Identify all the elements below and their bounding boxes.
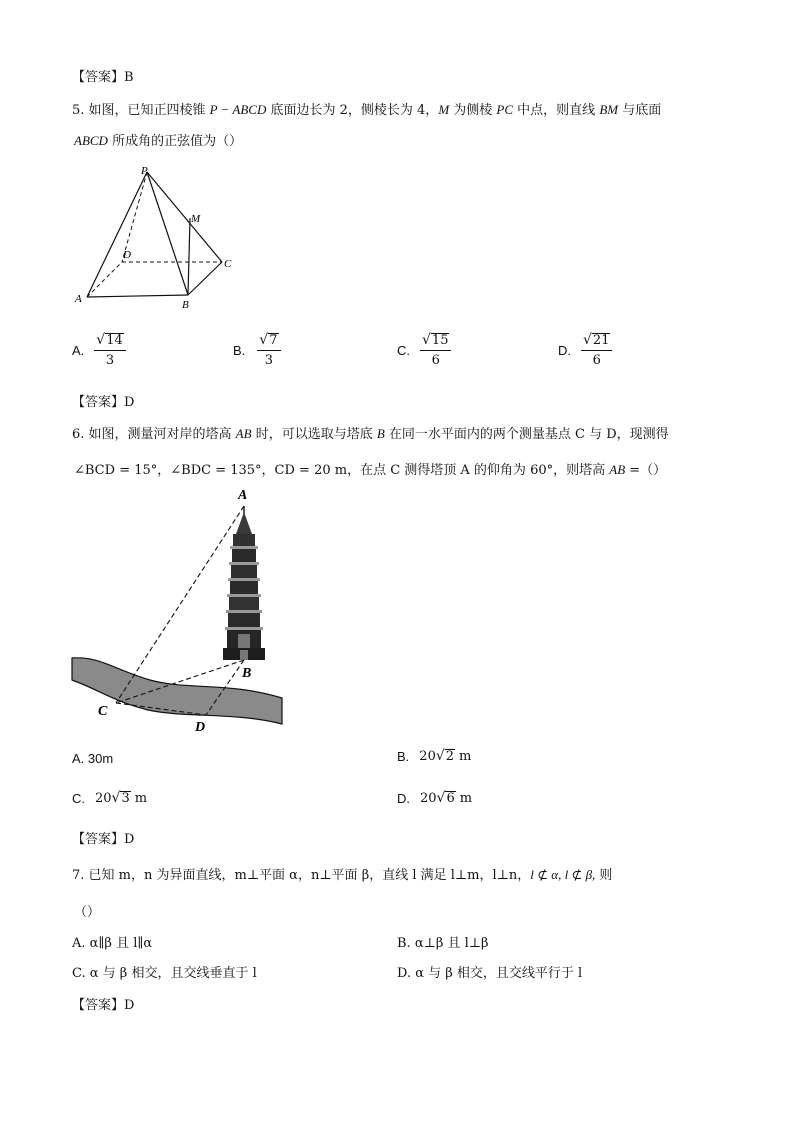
q6-point-b: B — [376, 426, 385, 441]
q5-text: 5. 如图，已知正四棱锥 — [72, 103, 210, 118]
q6-text: ∠BCD = 15°，∠BDC = 135°，CD = 20 m，在点 C 测得塔顶 A 的仰角为 60°，则塔高 — [74, 463, 610, 478]
q7-answer-value: D — [124, 998, 135, 1013]
q6-stem-line1 — [72, 423, 669, 442]
q5-text: 所成角的正弦值为（） — [107, 134, 243, 149]
answer-tag: 【答案】 — [72, 395, 125, 410]
label-a: A — [238, 488, 248, 503]
q7-answer-line — [72, 994, 134, 1013]
radicand: 3 — [121, 791, 130, 806]
option-label: B. — [397, 749, 410, 765]
q7-text: 则 — [595, 868, 613, 883]
q6-answer-line — [72, 828, 134, 847]
option-label: A. — [72, 342, 85, 358]
q7-paren: （） — [74, 905, 101, 920]
q5-option-c — [397, 333, 451, 367]
q4-answer-value: B — [124, 70, 134, 85]
q6-tower-ab: AB — [609, 462, 626, 477]
numerator: 21 — [592, 333, 610, 348]
edge-pc — [147, 172, 222, 262]
edge-bc — [188, 262, 222, 295]
q6-text: =（） — [625, 463, 667, 478]
q5-line-bm: BM — [599, 102, 619, 117]
radicand: 2 — [445, 749, 455, 764]
q5-point-m: M — [438, 102, 450, 117]
label-p: P — [141, 165, 148, 177]
option-label: D. — [397, 791, 410, 807]
denominator: 6 — [431, 353, 440, 369]
denominator: 3 — [105, 353, 115, 369]
line-ca — [116, 506, 244, 703]
q5-answer-line — [72, 391, 134, 410]
edge-ad — [87, 262, 122, 297]
unit: m — [134, 791, 148, 807]
edge-ab — [87, 295, 188, 297]
q5-answer-value: D — [124, 395, 135, 410]
q6-option-a: A. 30m — [72, 751, 114, 766]
edge-pb — [147, 172, 188, 295]
coefficient: 20 — [419, 749, 436, 765]
q5-text: 与底面 — [618, 103, 662, 118]
q5-text: 为侧棱 — [449, 103, 497, 118]
label-m: M — [191, 213, 201, 225]
q7-option-d: D. α 与 β 相交，且交线平行于 l — [397, 966, 583, 981]
q7-text: 7. 已知 m，n 为异面直线，m⊥平面 α，n⊥平面 β，直线 l 满足 l⊥m，l⊥n， — [72, 868, 531, 883]
label-d: D — [195, 720, 206, 735]
option-label: C. — [397, 342, 410, 358]
unit: m — [459, 791, 473, 807]
option-label: C. — [72, 791, 85, 807]
q6-option-c: C. 20 √ 3 m — [72, 790, 148, 807]
q6-option-d: D. 20 √ 6 m — [397, 790, 473, 807]
label-c: C — [98, 704, 108, 719]
q6-tower-ab: AB — [235, 426, 252, 441]
q5-option-c-fraction: √ 15 6 — [420, 333, 451, 367]
answer-tag: 【答案】 — [72, 70, 125, 85]
numerator: 14 — [106, 333, 123, 348]
q5-option-a — [72, 333, 126, 367]
q5-pyramid-figure — [70, 160, 250, 315]
q7-option-c: C. α 与 β 相交，且交线垂直于 l — [72, 966, 257, 981]
segment-bm — [188, 218, 190, 295]
q6-answer-value: D — [124, 832, 135, 847]
option-label: B. — [233, 342, 246, 358]
q5-option-b-fraction: √ 7 3 — [257, 333, 280, 367]
label-b: B — [182, 299, 189, 311]
q6-stem-line2 — [74, 459, 666, 478]
q6-text: 6. 如图，测量河对岸的塔高 — [72, 427, 236, 442]
q5-edge-pc: PC — [496, 102, 514, 117]
radicand: 6 — [446, 791, 455, 806]
coefficient: 20 — [420, 791, 437, 807]
q6-text: 时，可以选取与塔底 — [251, 427, 377, 442]
q5-text: 中点，则直线 — [513, 103, 600, 118]
q6-tower-figure — [70, 484, 285, 739]
q5-option-d — [558, 333, 612, 367]
q7-option-a: A. α∥β 且 l∥α — [72, 936, 153, 951]
q7-option-b: B. α⊥β 且 l⊥β — [397, 936, 489, 951]
q4-answer-line — [72, 66, 134, 85]
q5-option-a-fraction: √ 14 3 — [94, 333, 125, 367]
q5-text: 底面边长为 2，侧棱长为 4， — [266, 103, 439, 118]
q5-stem-line1 — [72, 99, 661, 118]
answer-tag: 【答案】 — [72, 998, 125, 1013]
coefficient: 20 — [95, 791, 112, 807]
q6-option-b: B. 20 √ 2 m — [397, 748, 472, 765]
denominator: 6 — [592, 353, 601, 369]
q5-base-abcd: ABCD — [74, 133, 108, 148]
q5-option-b — [233, 333, 281, 367]
label-b: B — [242, 666, 252, 681]
edge-pa — [87, 172, 147, 297]
q5-stem-line2 — [74, 130, 242, 149]
q6-text: 在同一水平面内的两个测量基点 C 与 D，现测得 — [384, 427, 669, 442]
label-c: C — [224, 258, 232, 270]
denominator: 3 — [264, 353, 274, 369]
answer-tag: 【答案】 — [72, 832, 125, 847]
q7-stem-line1 — [72, 864, 612, 883]
option-label: D. — [558, 342, 571, 358]
q7-condition: l ⊄ α, l ⊄ β, — [530, 867, 596, 882]
unit: m — [459, 749, 472, 765]
numerator: 15 — [431, 333, 449, 348]
q5-pyramid: P − ABCD — [209, 102, 267, 117]
q5-option-d-fraction: √ 21 6 — [581, 333, 612, 367]
label-d: D — [123, 249, 131, 261]
label-a: A — [75, 293, 82, 305]
numerator: 7 — [269, 333, 278, 348]
